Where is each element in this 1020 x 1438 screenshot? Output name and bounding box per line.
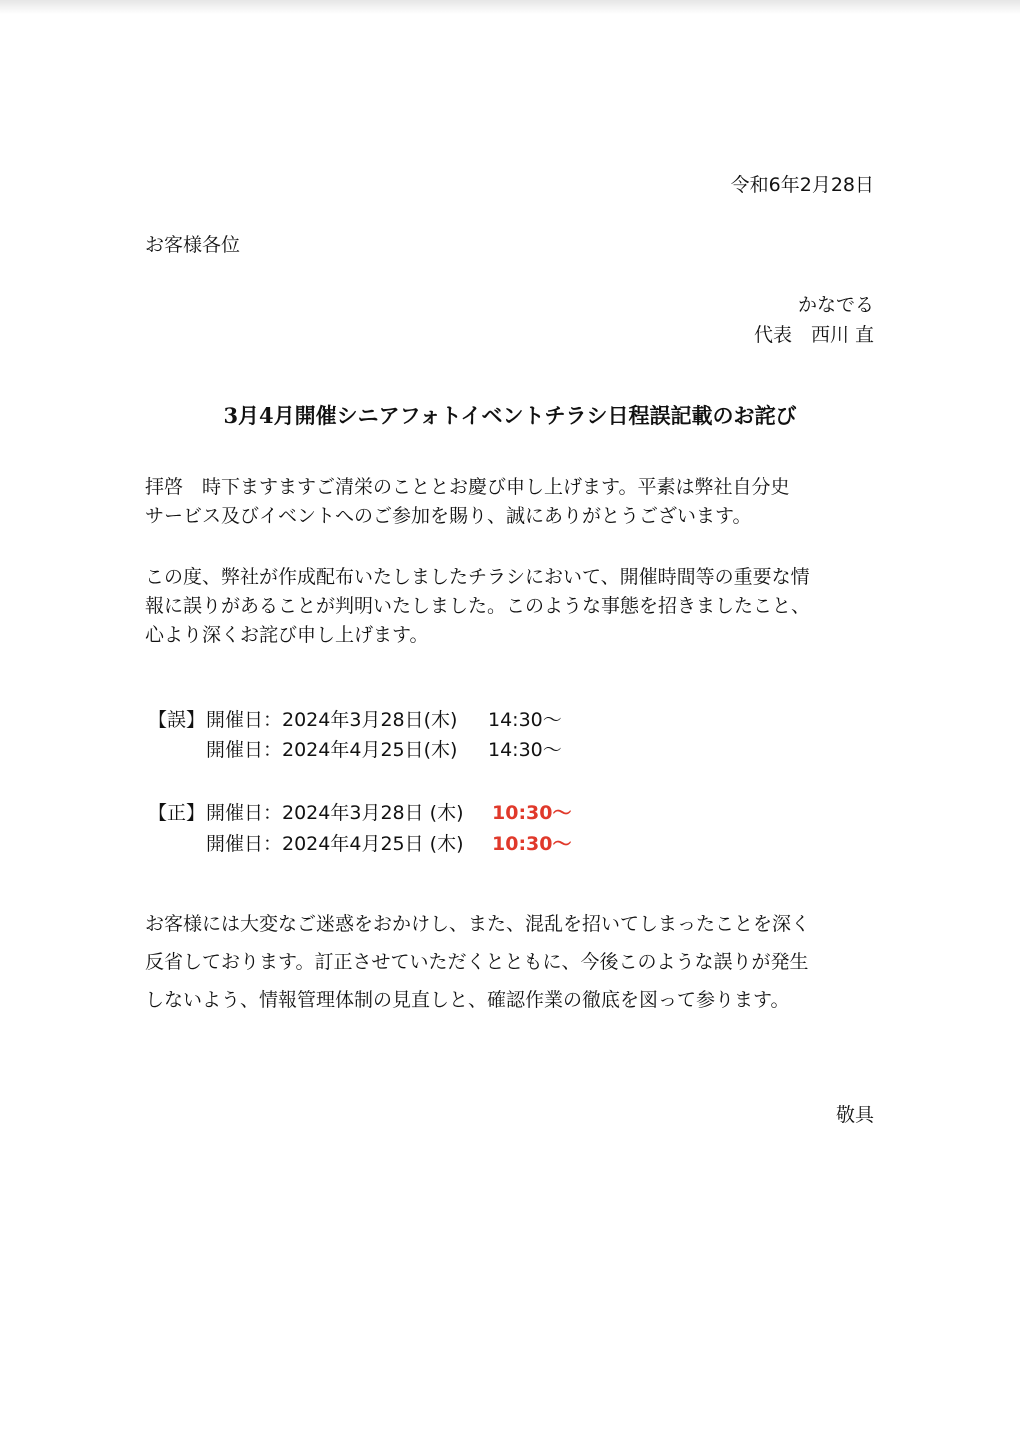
correct-time-1: 10:30～ [492,802,572,824]
greeting-paragraph [145,473,789,531]
sender-representative: 代表 西川 直 [753,324,874,346]
correct-date-1: 開催日：2024年3月28日 (木) [206,802,464,824]
correct-tag: 【正】 [148,802,206,824]
addressee: お客様各位 [145,234,241,256]
apology-line: 反省しております。訂正させていただくとともに、今後このような誤りが発生 [145,951,809,973]
apology-paragraph [145,905,810,1019]
correct-time-2: 10:30～ [492,833,572,855]
explanation-line: この度、弊社が作成配布いたしましたチラシにおいて、開催時間等の重要な情 [145,566,810,588]
wrong-time-1: 14:30～ [488,709,562,731]
closing-remark: 敬具 [835,1104,874,1126]
apology-line: しないよう、情報管理体制の見直しと、確認作業の徹底を図って参ります。 [145,989,790,1011]
wrong-tag: 【誤】 [148,709,206,731]
document-title: 3月4月開催シニアフォトイベントチラシ日程誤記載のお詫び [223,403,797,428]
greeting-line: 拝啓 時下ますますご清栄のこととお慶び申し上げます。平素は弊社自分史 [145,476,790,498]
wrong-date-2: 開催日：2024年4月25日(木) [206,739,458,761]
explanation-line: 報に誤りがあることが判明いたしました。このような事態を招きましたこと、 [145,595,811,617]
greeting-line: サービス及びイベントへのご参加を賜り、誠にありがとうございます。 [145,505,752,527]
wrong-time-2: 14:30～ [488,739,562,761]
correct-date-2: 開催日：2024年4月25日 (木) [206,833,464,855]
explanation-paragraph [145,563,810,650]
explanation-line: 心より深くお詫び申し上げます。 [145,624,429,646]
apology-line: お客様には大変なご迷惑をおかけし、また、混乱を招いてしまったことを深く [145,913,811,935]
sender-organization: かなでる [797,294,874,316]
wrong-date-1: 開催日：2024年3月28日(木) [206,709,458,731]
document-date: 令和6年2月28日 [730,174,874,196]
